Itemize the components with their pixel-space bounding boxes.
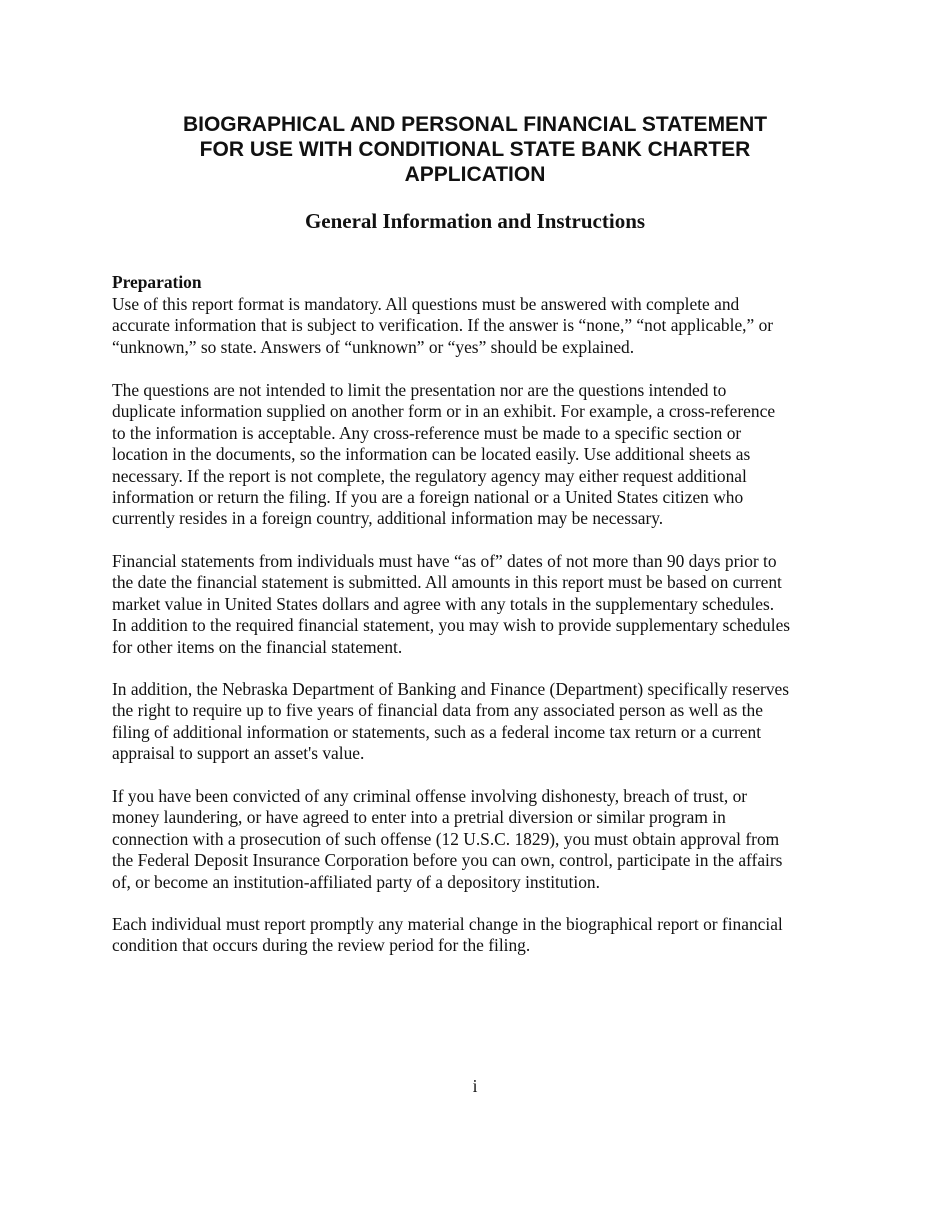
page-number: i [472, 1076, 478, 1096]
paragraph-line: to the information is acceptable. Any cross-reference must be made to a specific section or [112, 422, 742, 443]
paragraph-line: The questions are not intended to limit the presentation nor are the questions intended to [112, 380, 727, 400]
paragraph-cross-reference [112, 380, 852, 530]
paragraph-line: market value in United States dollars and agree with any totals in the supplementary schedules. [112, 593, 775, 614]
document-title [112, 112, 838, 187]
title-line: FOR USE WITH CONDITIONAL STATE BANK CHARTER [199, 138, 751, 161]
paragraph-line: filing of additional information or statements, such as a federal income tax return or a current [112, 721, 762, 742]
paragraph-department-rights [112, 679, 852, 765]
paragraph-line: accurate information that is subject to verification. If the answer is “none,” “not applicable,” or [112, 315, 774, 336]
paragraph-line: duplicate information supplied on another form or in an exhibit. For example, a cross-reference [112, 401, 776, 422]
title-line: BIOGRAPHICAL AND PERSONAL FINANCIAL STATEMENT [182, 113, 768, 136]
paragraph-line: for other items on the financial statement. [112, 636, 403, 657]
paragraph-line: “unknown,” so state. Answers of “unknown” or “yes” should be explained. [112, 336, 635, 357]
paragraph-line: connection with a prosecution of such offense (12 U.S.C. 1829), you must obtain approval from [112, 828, 780, 849]
paragraph-line: currently resides in a foreign country, additional information may be necessary. [112, 508, 664, 529]
paragraph-line: Use of this report format is mandatory. All questions must be answered with complete and [112, 294, 740, 314]
title-line: APPLICATION [404, 163, 546, 186]
document-subtitle: General Information and Instructions [304, 209, 646, 233]
paragraph-report-format [112, 294, 852, 358]
paragraph-financial-statements [112, 551, 852, 658]
paragraph-line: In addition, the Nebraska Department of Banking and Finance (Department) specifically reserves [112, 679, 790, 699]
paragraph-line: appraisal to support an asset's value. [112, 743, 365, 764]
paragraph-line: necessary. If the report is not complete, the regulatory agency may either request additional [112, 465, 747, 486]
paragraph-line: the date the financial statement is submitted. All amounts in this report must be based on current [112, 572, 782, 593]
paragraph-line: Each individual must report promptly any material change in the biographical report or financial [112, 914, 783, 934]
paragraph-line: condition that occurs during the review period for the filing. [112, 935, 531, 956]
paragraph-line: money laundering, or have agreed to enter into a pretrial diversion or similar program in [112, 807, 726, 828]
section-heading-preparation: Preparation [112, 272, 202, 292]
paragraph-line: Financial statements from individuals must have “as of” dates of not more than 90 days prior to [112, 551, 777, 571]
paragraph-criminal-offense [112, 786, 852, 893]
paragraph-material-change [112, 914, 852, 957]
paragraph-line: the right to require up to five years of financial data from any associated person as well as the [112, 700, 763, 721]
paragraph-line: If you have been convicted of any criminal offense involving dishonesty, breach of trust, or [112, 786, 748, 806]
paragraph-line: location in the documents, so the information can be located easily. Use additional sheets as [112, 444, 751, 465]
paragraph-line: In addition to the required financial statement, you may wish to provide supplementary schedules [112, 615, 791, 636]
paragraph-line: the Federal Deposit Insurance Corporation before you can own, control, participate in the affairs [112, 850, 783, 871]
paragraph-line: of, or become an institution-affiliated party of a depository institution. [112, 871, 600, 892]
paragraph-line: information or return the filing. If you are a foreign national or a United States citizen who [112, 487, 744, 508]
